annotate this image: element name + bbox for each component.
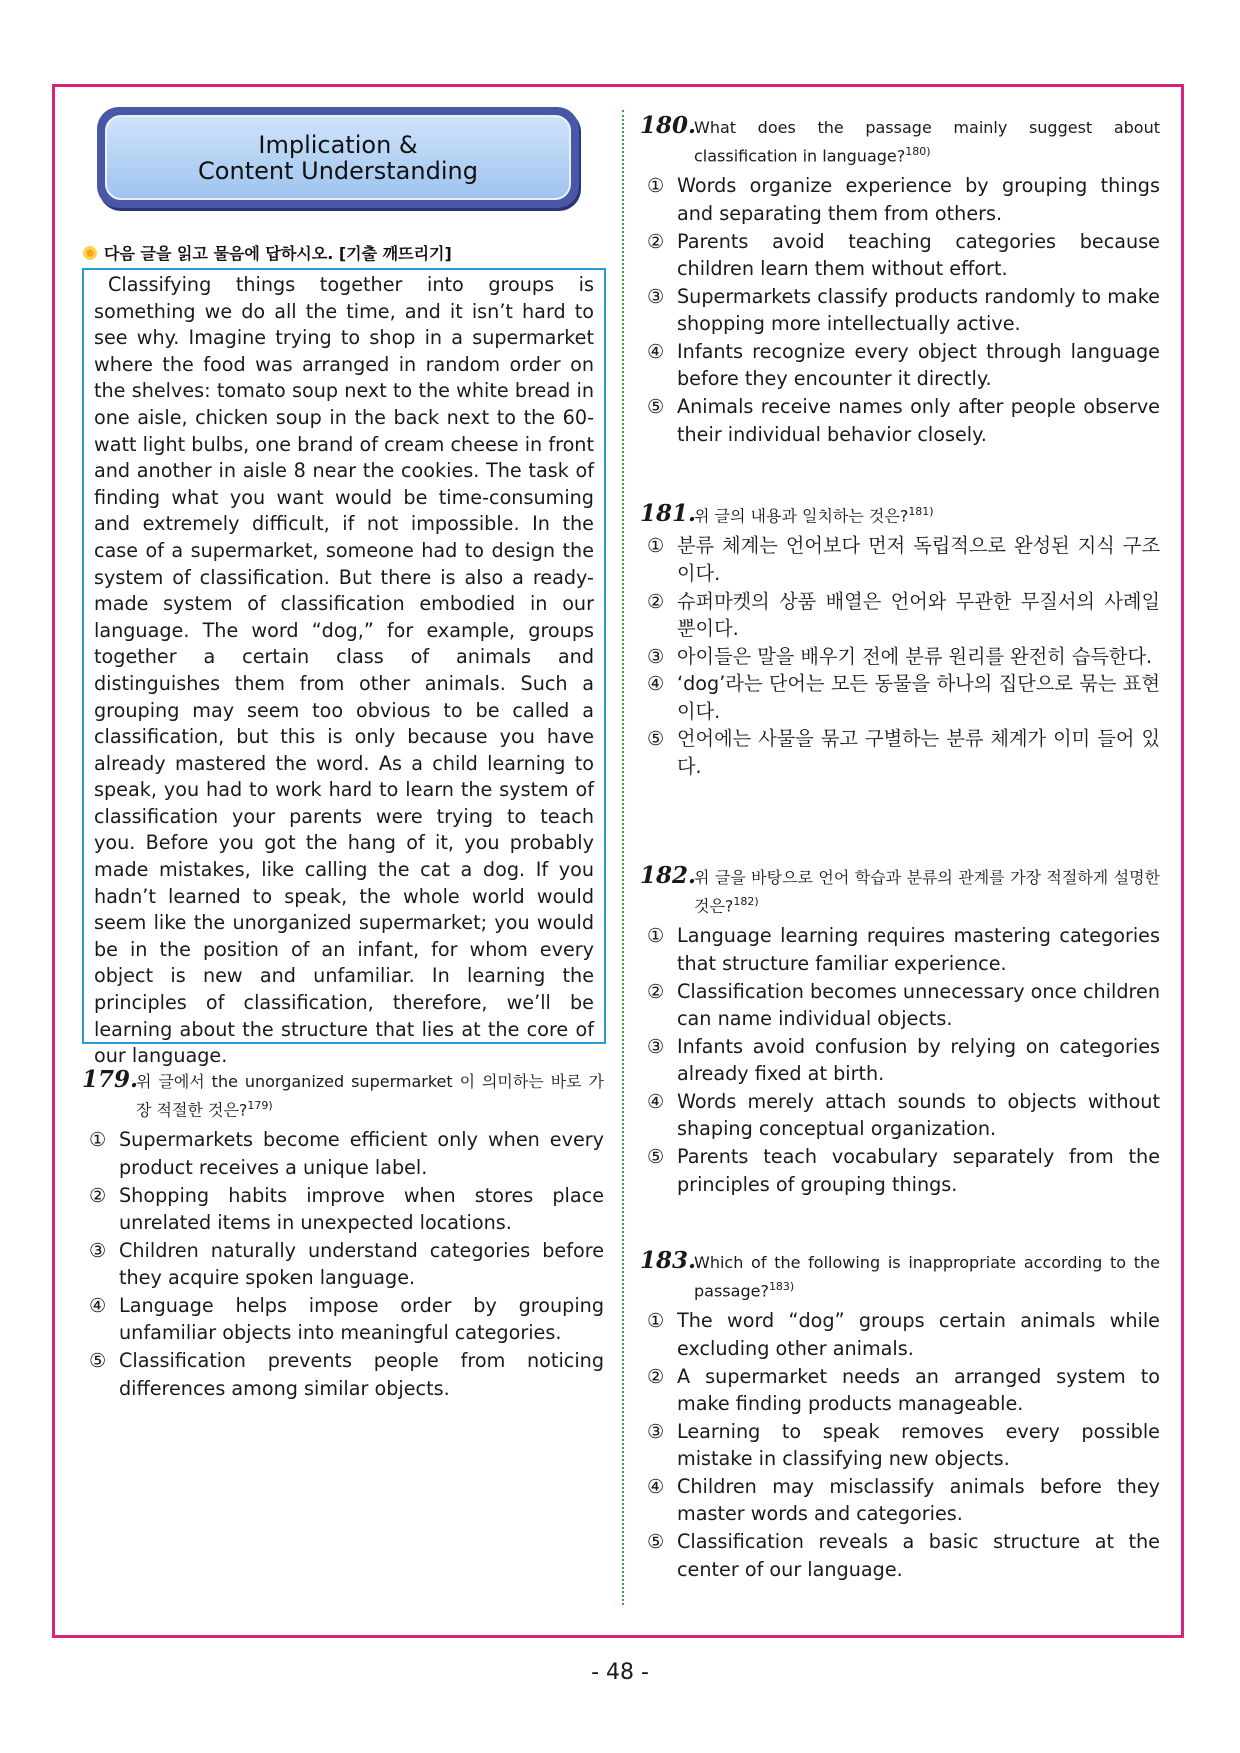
option-4[interactable]: [640, 670, 1160, 725]
question-text: 위 글을 바탕으로 언어 학습과 분류의 관계를 가장 적절하게 설명한 것은?: [694, 868, 1160, 916]
option-4[interactable]: [640, 1473, 1160, 1528]
option-3[interactable]: [640, 1033, 1160, 1088]
option-text: The word “dog” groups certain animals while excluding other animals.: [677, 1309, 1160, 1360]
option-list: [640, 922, 1160, 1198]
option-number: ③: [647, 644, 665, 668]
section-title: Implication & Content Understanding: [198, 130, 478, 185]
option-3[interactable]: [640, 1418, 1160, 1473]
question-header: [640, 114, 1160, 168]
option-number: ②: [647, 589, 665, 613]
option-1[interactable]: [82, 1126, 604, 1181]
option-text: Supermarkets become efficient only when every product receives a unique label.: [119, 1128, 604, 1179]
column-divider: [622, 110, 624, 1605]
section-title-inner: [105, 115, 571, 200]
question-182: [640, 864, 1160, 1198]
option-text: Learning to speak removes every possible mistake in classifying new objects.: [677, 1419, 1160, 1471]
option-4[interactable]: [640, 1088, 1160, 1143]
question-header: [640, 500, 1160, 528]
option-number: ①: [647, 174, 665, 198]
option-number: ④: [647, 672, 665, 696]
option-text: Classification becomes unnecessary once children can name individual objects.: [677, 979, 1160, 1031]
question-number: 183.: [640, 1247, 697, 1274]
option-number: ③: [647, 1419, 665, 1443]
option-5[interactable]: [640, 1143, 1160, 1198]
page-number: - 48 -: [591, 1660, 649, 1685]
option-number: ⑤: [89, 1349, 107, 1373]
option-4[interactable]: [82, 1292, 604, 1347]
option-3[interactable]: [82, 1237, 604, 1292]
option-5[interactable]: [640, 393, 1160, 448]
question-number: 179.: [82, 1066, 139, 1093]
option-number: ⑤: [647, 395, 665, 419]
footnote-ref: 181): [908, 505, 934, 518]
footnote-ref: 183): [768, 1280, 795, 1293]
option-text: A supermarket needs an arranged system to make finding products manageable.: [677, 1364, 1160, 1416]
option-text: Classification reveals a basic structure at the center of our language.: [677, 1530, 1160, 1581]
option-text: Infants recognize every object through language before they encounter it directly.: [677, 339, 1160, 391]
option-text: Language learning requires mastering categories that structure familiar experience.: [677, 924, 1160, 975]
option-text: 언어에는 사물을 묶고 구별하는 분류 체계가 이미 들어 있다.: [677, 727, 1160, 779]
option-3[interactable]: [640, 283, 1160, 338]
question-header: [640, 1249, 1160, 1303]
option-list: [640, 532, 1160, 780]
option-text: Words organize experience by grouping things and separating them from others.: [677, 174, 1160, 225]
option-5[interactable]: [640, 725, 1160, 780]
option-text: ‘dog’라는 단어는 모든 동물을 하나의 집단으로 묶는 표현이다.: [677, 672, 1160, 723]
option-text: Animals receive names only after people observe their individual behavior closely.: [677, 395, 1160, 446]
option-text: 분류 체계는 언어보다 먼저 독립적으로 완성된 지식 구조이다.: [677, 534, 1160, 585]
option-number: ④: [647, 1089, 665, 1113]
instruction: [82, 241, 452, 264]
question-179: [82, 1068, 604, 1402]
option-text: Supermarkets classify products randomly to make shopping more intellectually active.: [677, 284, 1160, 336]
option-list: [640, 1307, 1160, 1583]
option-5[interactable]: [82, 1347, 604, 1402]
question-number: 181.: [640, 500, 697, 528]
option-number: ③: [89, 1238, 107, 1262]
option-text: Parents avoid teaching categories because children learn them without effort.: [677, 229, 1160, 281]
option-number: ②: [647, 1364, 665, 1388]
option-2[interactable]: [640, 588, 1160, 643]
option-number: ②: [647, 979, 665, 1003]
question-text: What does the passage mainly suggest about classification in language?: [694, 118, 1160, 166]
footnote-ref: 180): [905, 145, 931, 158]
option-text: 아이들은 말을 배우기 전에 분류 원리를 완전히 습득한다.: [677, 644, 1153, 668]
option-text: Children may misclassify animals before they master words and categories.: [677, 1474, 1160, 1526]
option-2[interactable]: [82, 1182, 604, 1237]
option-text: Classification prevents people from noticing differences among similar objects.: [119, 1349, 604, 1400]
option-number: ②: [89, 1183, 107, 1207]
option-number: ③: [647, 284, 665, 308]
option-text: Language helps impose order by grouping unfamiliar objects into meaningful categories.: [119, 1293, 604, 1345]
question-text: Which of the following is inappropriate according to the passage?: [694, 1253, 1160, 1301]
option-number: ①: [89, 1128, 107, 1152]
section-title-badge: [97, 107, 579, 208]
question-text: 위 글에서 the unorganized supermarket 이 의미하는 바로 가장 적절한 것은?: [136, 1072, 604, 1120]
option-3[interactable]: [640, 643, 1160, 671]
question-number: 180.: [640, 112, 697, 139]
option-list: [82, 1126, 604, 1402]
option-number: ④: [647, 339, 665, 363]
question-number: 182.: [640, 862, 697, 889]
option-1[interactable]: [640, 532, 1160, 587]
flower-icon: [82, 245, 98, 261]
instruction-text: 다음 글을 읽고 물음에 답하시오. [기출 깨뜨리기]: [104, 244, 452, 263]
question-183: [640, 1249, 1160, 1583]
option-text: Infants avoid confusion by relying on categories already fixed at birth.: [677, 1034, 1160, 1086]
option-number: ③: [647, 1034, 665, 1058]
question-180: [640, 114, 1160, 448]
option-4[interactable]: [640, 338, 1160, 393]
footnote-ref: 179): [247, 1099, 273, 1112]
option-5[interactable]: [640, 1528, 1160, 1583]
option-number: ④: [647, 1474, 665, 1498]
option-1[interactable]: [640, 922, 1160, 977]
option-text: 슈퍼마켓의 상품 배열은 언어와 무관한 무질서의 사례일 뿐이다.: [677, 589, 1160, 641]
option-1[interactable]: [640, 172, 1160, 227]
option-text: Words merely attach sounds to objects without shaping conceptual organization.: [677, 1089, 1160, 1141]
option-number: ⑤: [647, 727, 665, 751]
option-text: Parents teach vocabulary separately from the principles of grouping things.: [677, 1145, 1160, 1196]
option-2[interactable]: [640, 228, 1160, 283]
option-number: ①: [647, 534, 665, 558]
question-header: [82, 1068, 604, 1122]
option-number: ④: [89, 1293, 107, 1317]
option-number: ②: [647, 229, 665, 253]
option-number: ①: [647, 924, 665, 948]
question-header: [640, 864, 1160, 918]
question-181: [640, 500, 1160, 781]
option-list: [640, 172, 1160, 448]
reading-passage: Classifying things together into groups is something we do all the time, and it isn’t hard to see why. Imagine trying to shop in a supermarket where the food was arranged in random order on the shelves: tomato soup next to the white bread in one aisle, chicken soup in the back next to the 60-watt light bulbs, one brand of cream cheese in front and another in aisle 8 near the cookies. The task of finding what you want would be time-consuming and extremely difficult, if not impossible. In the case of a supermarket, someone had to design the system of classification. But there is also a ready-made system of classification embodied in our language. The word “dog,” for example, groups together a certain class of animals and distinguishes them from other animals. Such a grouping may seem too obvious to be called a classification, but this is only because you have already mastered the word. As a child learning to speak, you had to work hard to learn the system of classification your parents were trying to teach you. Before you got the hang of it, you probably made mistakes, like calling the cat a dog. If you hadn’t learned to speak, the whole world would seem like the unorganized supermarket; you would be in the position of an infant, for whom every object is new and unfamiliar. In learning the principles of classification, therefore, we’ll be learning about the structure that lies at the core of our language.: [82, 268, 606, 1044]
option-number: ⑤: [647, 1145, 665, 1169]
option-text: Shopping habits improve when stores place unrelated items in unexpected locations.: [119, 1183, 604, 1235]
footnote-ref: 182): [733, 895, 759, 908]
option-text: Children naturally understand categories before they acquire spoken language.: [119, 1238, 604, 1290]
question-text: 위 글의 내용과 일치하는 것은?: [694, 506, 909, 526]
option-2[interactable]: [640, 978, 1160, 1033]
option-number: ①: [647, 1309, 665, 1333]
option-number: ⑤: [647, 1530, 665, 1554]
option-2[interactable]: [640, 1363, 1160, 1418]
option-1[interactable]: [640, 1307, 1160, 1362]
